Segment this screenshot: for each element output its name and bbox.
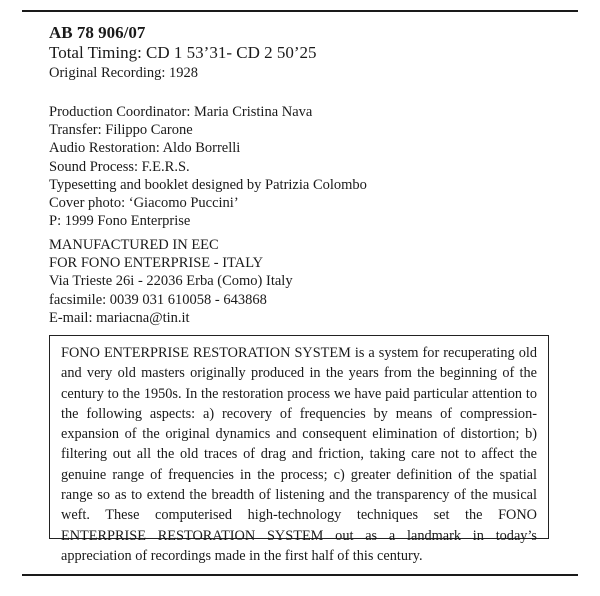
credit-line: Typesetting and booklet designed by Patrizia Colombo <box>49 176 367 193</box>
credit-line: Audio Restoration: Aldo Borrelli <box>49 140 241 157</box>
credits-block <box>49 103 569 230</box>
credit-line: Production Coordinator: Maria Cristina Nava <box>49 104 313 120</box>
original-recording: Original Recording: 1928 <box>49 65 199 81</box>
top-rule <box>22 10 578 12</box>
address-line: MANUFACTURED IN EEC <box>49 237 219 253</box>
restoration-system-box <box>49 335 549 564</box>
credit-line: Cover photo: ‘Giacomo Puccini’ <box>49 195 239 212</box>
catalog-number: AB 78 906/07 <box>49 23 146 42</box>
address-line: FOR FONO ENTERPRISE - ITALY <box>49 255 264 272</box>
total-timing: Total Timing: CD 1 53’31- CD 2 50’25 <box>49 43 317 62</box>
credit-line: P: 1999 Fono Enterprise <box>49 213 191 230</box>
header-block <box>49 23 549 82</box>
bottom-rule <box>22 574 578 576</box>
email-line: E-mail: mariacna@tin.it <box>49 309 190 326</box>
credit-line: Transfer: Filippo Carone <box>49 122 193 139</box>
address-line: facsimile: 0039 031 610058 - 643868 <box>49 291 267 308</box>
restoration-description: FONO ENTERPRISE RESTORATION SYSTEM is a system for recuperating old and very old masters originally produced in the years from the beginning of the century to the 1950s. In the restoration process we have paid particular attention to the following aspects: a) recovery of frequencies by means of compression-expansion of the original dynamics and consequent elimination of distortion; b) filtering out all the old traces of drag and friction, taking care not to affect the genuine range of frequencies in the process; c) greater definition of the spatial range so as to extend the breadth of listening and the transparency of the musical weft. These computerised high-technology techniques set the FONO ENTERPRISE RESTORATION SYSTEM out as a landmark in today’s appreciation of recordings made in the first half of this century. <box>61 345 537 564</box>
address-block <box>49 236 569 327</box>
credit-line: Sound Process: F.E.R.S. <box>49 158 190 175</box>
address-line: Via Trieste 26i - 22036 Erba (Como) Italy <box>49 273 293 290</box>
